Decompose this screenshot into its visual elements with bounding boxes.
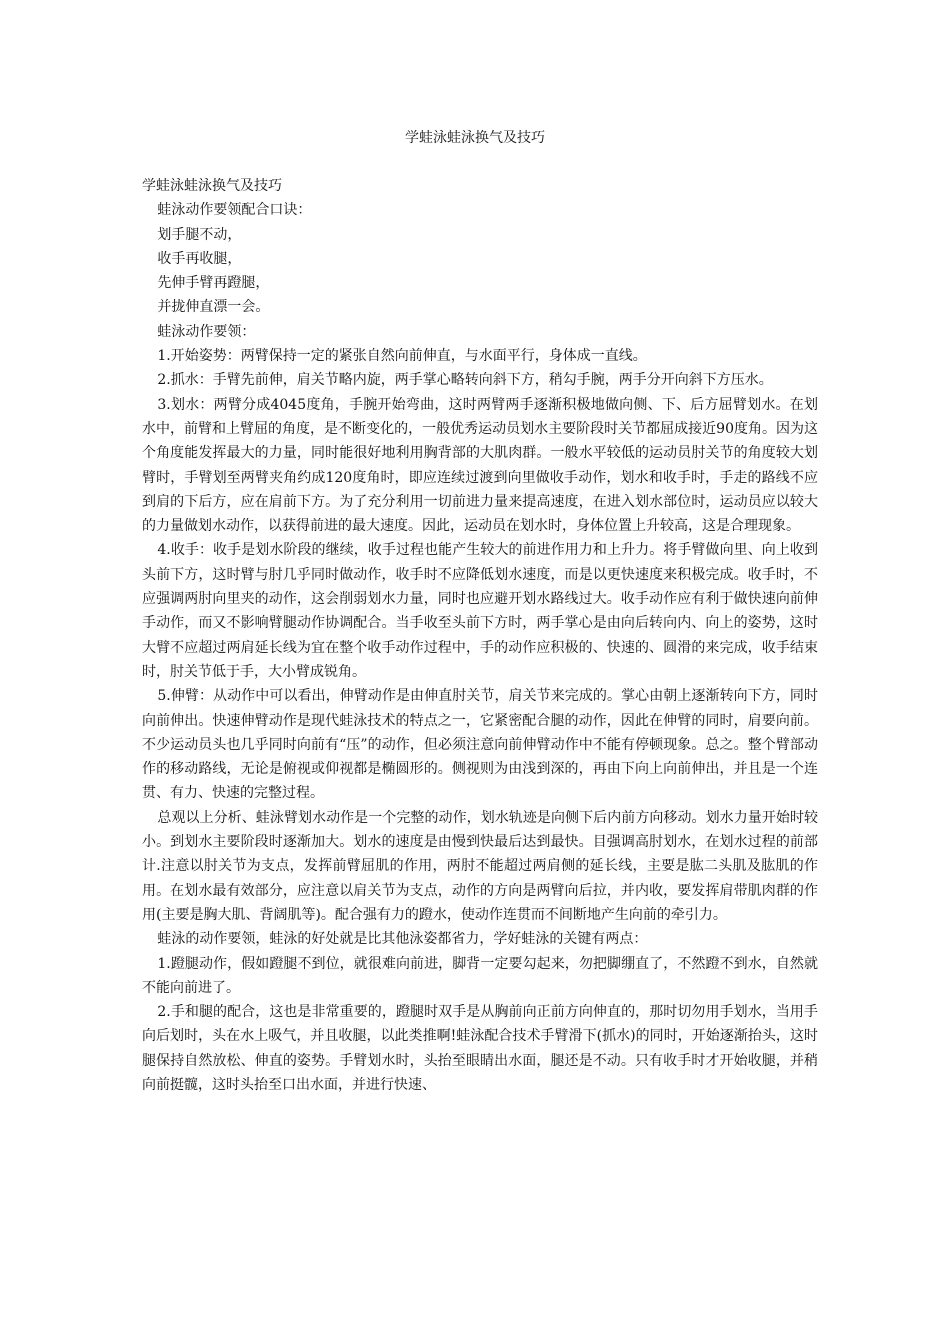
verse-line: 收手再收腿， bbox=[157, 250, 242, 267]
paragraph: 2.手和腿的配合，这也是非常重要的，蹬腿时双手是从胸前向正前方向伸直的，那时切勿用手划水，当用手向后划时，头在水上吸气，并且收腿，以此类推啊!蛙泳配合技术手臂滑下(抓水)的同时，开始逐渐抬头，这时腿保持自然放松、伸直的姿势。手臂划水时，头抬至眼睛出水面，腿还是不动。只有收手时才开始收腿，并稍向前挺髋，这时头抬至口出水面，并进行快速、 bbox=[142, 1004, 818, 1093]
paragraph: 2.抓水：手臂先前伸，肩关节略内旋，两手掌心略转向斜下方，稍勾手腕，两手分开向斜下方压水。 bbox=[157, 372, 773, 389]
verse-line: 划手腿不动， bbox=[157, 226, 242, 243]
paragraph: 蛙泳动作要领： bbox=[157, 323, 256, 340]
paragraph: 3.划水：两臂分成4045度角，手腕开始弯曲，这时两臂两手逐渐积极地做向侧、下、后方屈臂划水。在划水中，前臂和上臂屈的角度，是不断变化的，一般优秀运动员划水主要阶段时关节都屈成接近90度角。因为这个角度能发挥最大的力量，同时能很好地利用胸背部的大肌肉群。一般水平较低的运动员肘关节的角度较大划臂时，手臂划至两臂夹角约成120度角时，即应连续过渡到向里做收手动作，划水和收手时，手走的路线不应到肩的下后方，应在肩前下方。为了充分利用一切前进力量来提高速度，在进入划水部位时，运动员应以较大的力量做划水动作，以获得前进的最大速度。因此，运动员在划水时，身体位置上升较高，这是合理现象。 bbox=[142, 396, 818, 535]
paragraph: 4.收手：收手是划水阶段的继续，收手过程也能产生较大的前进作用力和上升力。将手臂做向里、向上收到头前下方，这时臂与肘几乎同时做动作，收手时不应降低划水速度，而是以更快速度来积极完成。收手时，不应强调两肘向里夹的动作，这会削弱划水力量，同时也应避开划水路线过大。收手动作应有利于做快速向前伸手动作，而又不影响臂腿动作协调配合。当手收至头前下方时，两手掌心是由向后转向内、向上的姿势，这时大臂不应超过两肩延长线为宜在整个收手动作过程中，手的动作应积极的、快速的、圆滑的来完成，收手结束时，肘关节低于手，大小臂成锐角。 bbox=[142, 542, 818, 680]
document-title: 学蛙泳蛙泳换气及技巧 bbox=[405, 130, 545, 146]
paragraph: 5.伸臂：从动作中可以看出，伸臂动作是由伸直肘关节，肩关节来完成的。掌心由朝上逐渐转向下方，同时向前伸出。快速伸臂动作是现代蛙泳技术的特点之一，它紧密配合腿的动作，因此在伸臂的同时，肩要向前。不少运动员头也几乎同时向前有“压”的动作，但必须注意向前伸臂动作中不能有停顿现象。总之。整个臂部动作的移动路线，无论是俯视或仰视都是椭圆形的。侧视则为由浅到深的，再由下向上向前伸出，并且是一个连贯、有力、快速的完整过程。 bbox=[142, 688, 818, 802]
paragraph: 1.蹬腿动作，假如蹬腿不到位，就很难向前进，脚背一定要勾起来，勿把脚绷直了，不然蹬不到水，自然就不能向前进了。 bbox=[142, 955, 818, 996]
paragraph: 1.开始姿势：两臂保持一定的紧张自然向前伸直，与水面平行，身体成一直线。 bbox=[157, 348, 647, 365]
document-body bbox=[142, 174, 818, 1097]
paragraph: 蛙泳动作要领配合口诀： bbox=[157, 202, 312, 219]
verse-line: 先伸手臂再蹬腿， bbox=[157, 275, 270, 292]
paragraph: 蛙泳的动作要领，蛙泳的好处就是比其他泳姿都省力，学好蛙泳的关键有两点： bbox=[157, 931, 648, 948]
section-heading: 学蛙泳蛙泳换气及技巧 bbox=[142, 178, 282, 194]
paragraph: 总观以上分析、蛙泳臂划水动作是一个完整的动作，划水轨迹是向侧下后内前方向移动。划水力量开始时较小。到划水主要阶段时逐渐加大。划水的速度是由慢到快最后达到最快。目强调高肘划水，在划水过程的前部计.注意以肘关节为支点，发挥前臂屈肌的作用，两肘不能超过两肩侧的延长线，主要是肱二头肌及肱肌的作用。在划水最有效部分，应注意以肩关节为支点，动作的方向是两臂向后拉，并内收，要发挥肩带肌肉群的作用(主要是胸大肌、背阔肌等)。配合强有力的蹬水，使动作连贯而不间断地产生向前的牵引力。 bbox=[142, 809, 818, 923]
verse-line: 并拢伸直漂一会。 bbox=[157, 299, 270, 316]
